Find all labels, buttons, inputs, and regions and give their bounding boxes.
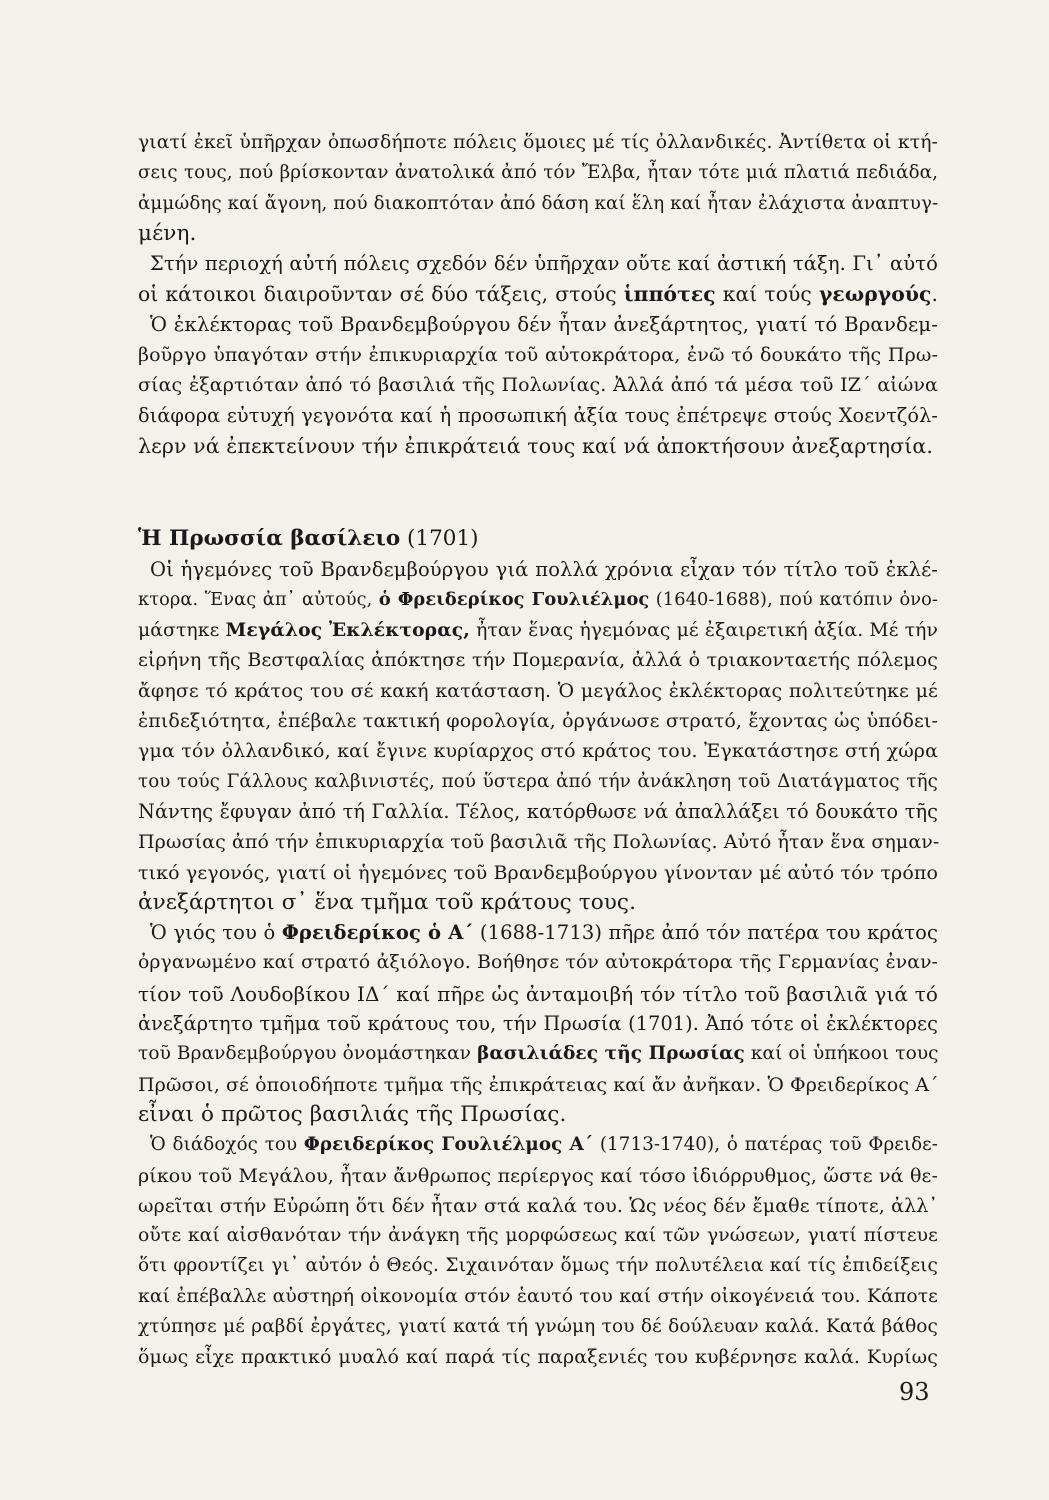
bold-term: Φρειδερίκος ὁ Α΄ (281, 921, 474, 945)
text-line: ρίκου τοῦ Μεγάλου, ἦταν ἄνθρωπος περίεργος καί τόσο ἰδιόρρυθμος, ὥστε νά θε- (138, 1164, 938, 1187)
section-spacer (138, 461, 938, 520)
bold-term: Μεγάλος Ἐκλέκτορας, (225, 619, 470, 642)
book-page (138, 128, 938, 1373)
text-line: ἄφησε τό κράτος του σέ κακή κατάσταση. Ὁ μεγάλος ἐκλέκτορας πολιτεύτηκε μέ (138, 679, 938, 702)
text-line: οἱ κάτοικοι διαιροῦνταν σέ δύο τάξεις, στούς ἱππότες καί τούς γεωργούς. (138, 282, 938, 307)
bold-term: ἱππότες (623, 282, 716, 307)
text-line: Ὁ ἐκλέκτορας τοῦ Βρανδεμβούργου δέν ἦταν ἀνεξάρτητος, γιατί τό Βρανδεμ- (150, 312, 938, 336)
text-line: σεις τους, πού βρίσκονταν ἀνατολικά ἀπό τόν Ἔλβα, ἦταν τότε μιά πλατιά πεδιάδα, (138, 162, 938, 184)
page-number: 93 (899, 1378, 930, 1406)
text-line: Ὁ διάδοχός του Φρειδερίκος Γουλιέλμος Α΄ (1713-1740), ὁ πατέρας τοῦ Φρειδε- (150, 1134, 938, 1156)
text-line: οὔτε καί αἰσθανόταν τήν ἀνάγκη τῆς μορφώσεως καί τῶν γνώσεων, γιατί πίστευε (138, 1225, 938, 1247)
text-line: ωρεῖται στήν Εὐρώπη ὅτι δέν ἦταν στά καλά του. Ὡς νέος δέν ἔμαθε τίποτε, ἀλλ᾽ (138, 1194, 938, 1217)
paragraph-frederick-i (138, 918, 938, 1130)
text-line: ἀνεξάρτητο τμῆμα τοῦ κράτους του, τήν Πρωσία (1701). Ἀπό τότε οἱ ἐκλέκτορες (138, 1012, 938, 1036)
text-line: καί ἐπέβαλλε αὐστηρή οἰκονομία στόν ἑαυτό του καί στήν οἰκογένειά του. Κάποτε (138, 1285, 938, 1307)
section-heading-title: Ἡ Πρωσσία βασίλειο (138, 526, 401, 552)
text-line: χτύπησε μέ ραβδί ἐργάτες, γιατί κατά τή γνώμη του δέ δούλευαν καλά. Κατά βάθος (138, 1315, 938, 1337)
text-line: γιατί ἐκεῖ ὑπῆρχαν ὁπωσδήποτε πόλεις ὅμοιες μέ τίς ὀλλανδικές. Ἀντίθετα οἱ κτή- (138, 132, 938, 153)
text-line: λερν νά ἐπεκτείνουν τήν ἐπικράτειά τους καί νά ἀποκτήσουν ἀνεξαρτησία. (138, 433, 933, 458)
text-line: Πρῶσοι, σέ ὁποιοδήποτε τμῆμα τῆς ἐπικράτειας καί ἄν ἀνῆκαν. Ὁ Φρειδερίκος Α΄ (138, 1073, 939, 1096)
text-line: γμα τόν ὀλλανδικό, καί ἔγινε κυρίαρχος στό κράτος του. Ἐγκατάστησε στή χώρα (138, 740, 938, 763)
text-line: Νάντης ἔφυγαν ἀπό τή Γαλλία. Τέλος, κατόρθωσε νά ἀπαλλάξει τό δουκάτο τῆς (138, 799, 938, 823)
paragraph-elector (138, 310, 938, 461)
text-line: ὅμως εἶχε πρακτικό μυαλό καί παρά τίς παραξενιές του κυβέρνησε καλά. Κυρίως (138, 1346, 938, 1369)
text-line: σίας ἐξαρτιόταν ἀπό τό βασιλιά τῆς Πολωνίας. Ἀλλά ἀπό τά μέσα τοῦ ΙΖ΄ αἰώνα (138, 374, 938, 397)
bold-term: ὁ Φρειδερίκος Γουλιέλμος (378, 588, 650, 610)
text-line: Οἱ ἡγεμόνες τοῦ Βρανδεμβούργου γιά πολλά χρόνια εἶχαν τόν τίτλο τοῦ ἐκλέ- (150, 557, 938, 581)
text-line: ὀργανωμένο καί στρατό ἀξιόλογο. Βοήθησε τόν αὐτοκράτορα τῆς Γερμανίας ἐναν- (138, 952, 938, 974)
bold-term: βασιλιάδες τῆς Πρωσίας (477, 1043, 745, 1065)
intro-paragraph (138, 128, 938, 249)
paragraph-great-elector (138, 555, 938, 919)
text-line: μένη. (138, 220, 197, 246)
text-line: διάφορα εὐτυχή γεγονότα καί ἡ προσωπική ἀξία τους ἐπέτρεψε στούς Χοεντζόλ- (138, 403, 938, 427)
text-line: τοῦ Βρανδεμβούργου ὀνομάστηκαν βασιλιάδες τῆς Πρωσίας καί οἱ ὑπήκοοι τους (138, 1043, 939, 1065)
text-line: βοῦργο ὑπαγόταν στήν ἐπικυριαρχία τοῦ αὐτοκράτορα, ἐνῶ τό δουκάτο τῆς Πρω- (138, 344, 938, 367)
text-line: ἐπιδεξιότητα, ἐπέβαλε τακτική φορολογία, ὀργάνωσε στρατό, ἔχοντας ὡς ὑπόδει- (138, 710, 938, 733)
bold-term: γεωργούς (818, 282, 932, 307)
text-line: κτορα. Ἕνας ἀπ᾽ αὐτούς, ὁ Φρειδερίκος Γουλιέλμος (1640-1688), πού κατόπιν ὀνο- (138, 588, 938, 610)
paragraph-social-classes (138, 249, 938, 310)
text-line: ὅτι φροντίζει γι᾽ αὐτόν ὁ Θεός. Σιχαινόταν ὅμως τήν πολυτέλεια καί τίς ἐπιδείξεις (138, 1255, 938, 1277)
text-line: τίον τοῦ Λουδοβίκου ΙΔ΄ καί πῆρε ὡς ἀνταμοιβή τόν τίτλο τοῦ βασιλιᾶ γιά τό (138, 981, 938, 1006)
text-line: ἀμμώδης καί ἄγονη, πού διακοπτόταν ἀπό δάση καί ἕλη καί ἦταν ἐλάχιστα ἀναπτυγ- (138, 192, 939, 214)
bold-term: Φρειδερίκος Γουλιέλμος Α΄ (303, 1134, 594, 1156)
text-line: του τούς Γάλλους καλβινιστές, πού ὕστερα ἀπό τήν ἀνάκληση τοῦ Διατάγματος τῆς (138, 770, 938, 792)
text-line: Πρωσίας ἀπό τήν ἐπικυριαρχία τοῦ βασιλιᾶ τῆς Πολωνίας. Αὐτό ἦταν ἕνα σημαν- (138, 831, 940, 854)
text-line: εἰρήνη τῆς Βεστφαλίας ἀπόκτησε τήν Πομερανία, ἀλλά ὁ τριακονταετής πόλεμος (138, 649, 938, 672)
section-heading (138, 524, 938, 554)
paragraph-frederick-william-i (138, 1130, 938, 1372)
section-heading-year: (1701) (407, 526, 479, 552)
text-line: τικό γεγονός, γιατί οἱ ἡγεμόνες τοῦ Βρανδεμβούργου γίνονταν μέ αὐτό τόν τρόπο (138, 861, 938, 884)
text-line: Στήν περιοχή αὐτή πόλεις σχεδόν δέν ὑπῆρχαν οὔτε καί ἀστική τάξη. Γι᾽ αὐτό (150, 252, 938, 276)
text-line: ἀνεξάρτητοι σ᾽ ἕνα τμῆμα τοῦ κράτους τους. (138, 889, 637, 915)
text-line: μάστηκε Μεγάλος Ἐκλέκτορας, ἦταν ἕνας ἡγεμόνας μέ ἐξαιρετική ἀξία. Μέ τήν (138, 619, 938, 642)
text-line: Ὁ γιός του ὁ Φρειδερίκος ὁ Α΄ (1688-1713) πῆρε ἀπό τόν πατέρα του κράτος (150, 921, 938, 945)
text-line: εἶναι ὁ πρῶτος βασιλιάς τῆς Πρωσίας. (138, 1101, 567, 1127)
